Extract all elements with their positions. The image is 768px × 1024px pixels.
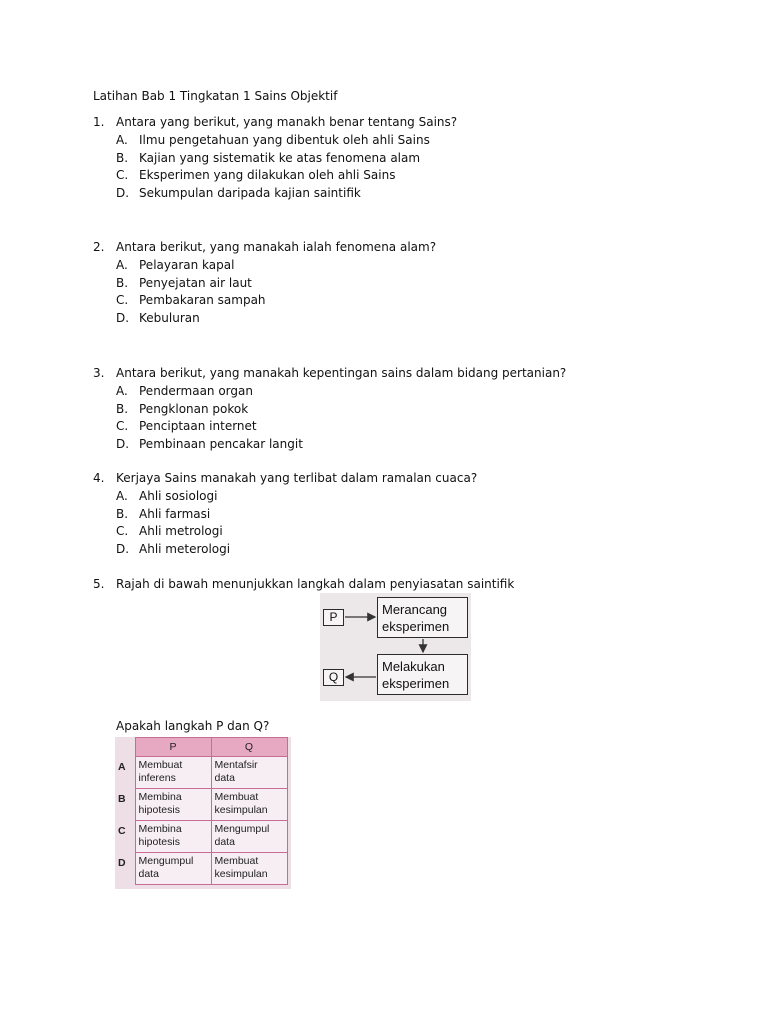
- option-letter: C.: [116, 293, 129, 308]
- cell-p: [135, 757, 211, 789]
- step-label-line: eksperimen: [382, 676, 450, 691]
- step-conduct-experiment-box: [377, 654, 468, 695]
- row-label: B: [118, 792, 126, 805]
- cell-q: [211, 757, 287, 789]
- option-d: [93, 185, 733, 203]
- table-header-row: [115, 738, 287, 757]
- cell-line: inferens: [138, 772, 176, 784]
- question-text: Antara yang berikut, yang manakh benar tentang Sains?: [116, 115, 458, 129]
- option-text: Penyejatan air laut: [139, 275, 252, 290]
- option-letter: A.: [116, 383, 128, 398]
- option-text: Ahli meterologi: [139, 542, 231, 557]
- question-number: 1.: [93, 115, 105, 129]
- option-text: Sekumpulan daripada kajian saintifik: [139, 186, 361, 201]
- question-text: Antara berikut, yang manakah ialah fenomena alam?: [116, 240, 437, 254]
- cell-q: [211, 821, 287, 853]
- option-c: [93, 167, 733, 185]
- option-letter: D.: [116, 437, 130, 452]
- option-text: Eksperimen yang dilakukan oleh ahli Sains: [139, 168, 396, 183]
- answer-table: [115, 737, 288, 885]
- option-letter: C.: [116, 524, 129, 539]
- subquestion-text: Apakah langkah P dan Q?: [116, 719, 270, 733]
- option-text: Pembakaran sampah: [139, 293, 266, 308]
- option-b: [93, 401, 733, 419]
- table-row: [115, 757, 287, 789]
- option-letter: B.: [116, 506, 129, 521]
- table-row: [115, 821, 287, 853]
- cell-line: data: [138, 868, 159, 880]
- option-a: [93, 488, 733, 506]
- option-letter: A.: [116, 132, 128, 147]
- option-letter: C.: [116, 419, 129, 434]
- cell-q: [211, 853, 287, 885]
- step-q-box: Q: [323, 669, 344, 686]
- page-title: Latihan Bab 1 Tingkatan 1 Sains Objektif: [93, 89, 338, 103]
- option-letter: C.: [116, 168, 129, 183]
- option-text: Pembinaan pencakar langit: [139, 437, 303, 452]
- option-a: [93, 383, 733, 401]
- question-number: 2.: [93, 240, 105, 254]
- option-a: [93, 132, 733, 150]
- option-text: Ahli sosiologi: [139, 488, 218, 503]
- option-text: Pengklonan pokok: [139, 401, 249, 416]
- cell-line: Membina: [138, 791, 182, 803]
- question-5: [93, 576, 733, 594]
- option-b: [93, 275, 733, 293]
- option-letter: D.: [116, 186, 130, 201]
- cell-line: Mengumpul: [214, 823, 270, 835]
- cell-q: [211, 789, 287, 821]
- row-label: D: [118, 856, 126, 869]
- cell-line: Membuat: [214, 791, 259, 803]
- cell-line: kesimpulan: [214, 868, 268, 880]
- option-b: [93, 506, 733, 524]
- column-header-p: P: [135, 738, 211, 757]
- row-label: A: [118, 760, 126, 773]
- cell-line: hipotesis: [138, 836, 180, 848]
- cell-p: [135, 789, 211, 821]
- cell-line: Membuat: [138, 759, 183, 771]
- option-a: [93, 257, 733, 275]
- cell-line: Mengumpul: [138, 855, 194, 867]
- option-c: [93, 523, 733, 541]
- question-text: Antara berikut, yang manakah kepentingan sains dalam bidang pertanian?: [116, 366, 567, 380]
- option-text: Penciptaan internet: [139, 419, 257, 434]
- question-2: [93, 239, 733, 328]
- table-row: [115, 853, 287, 885]
- step-design-experiment-box: [377, 597, 468, 638]
- option-letter: B.: [116, 275, 129, 290]
- option-d: [93, 541, 733, 559]
- cell-line: data: [214, 836, 235, 848]
- step-label-line: Merancang: [382, 602, 448, 617]
- cell-line: Mentafsir: [214, 759, 258, 771]
- answer-table-image: [115, 737, 291, 889]
- cell-p: [135, 821, 211, 853]
- row-label: C: [118, 824, 126, 837]
- option-d: [93, 436, 733, 454]
- option-letter: B.: [116, 401, 129, 416]
- step-label-line: Melakukan: [382, 659, 445, 674]
- option-c: [93, 418, 733, 436]
- column-header-q: Q: [211, 738, 287, 757]
- option-letter: A.: [116, 257, 128, 272]
- option-letter: D.: [116, 542, 130, 557]
- cell-p: [135, 853, 211, 885]
- option-text: Ahli farmasi: [139, 506, 211, 521]
- option-text: Pelayaran kapal: [139, 257, 235, 272]
- option-d: [93, 310, 733, 328]
- question-text: Rajah di bawah menunjukkan langkah dalam penyiasatan saintifik: [116, 577, 515, 591]
- option-text: Ahli metrologi: [139, 524, 223, 539]
- question-number: 4.: [93, 471, 105, 485]
- cell-line: Membuat: [214, 855, 259, 867]
- option-b: [93, 150, 733, 168]
- question-1: [93, 114, 733, 203]
- option-letter: A.: [116, 488, 128, 503]
- scientific-steps-diagram: [320, 593, 471, 701]
- option-letter: D.: [116, 311, 130, 326]
- option-c: [93, 292, 733, 310]
- question-4: [93, 470, 733, 559]
- cell-line: Membina: [138, 823, 182, 835]
- step-label-line: eksperimen: [382, 619, 450, 634]
- question-3: [93, 365, 733, 454]
- question-number: 3.: [93, 366, 105, 380]
- option-text: Ilmu pengetahuan yang dibentuk oleh ahli Sains: [139, 132, 430, 147]
- cell-line: hipotesis: [138, 804, 180, 816]
- cell-line: data: [214, 772, 235, 784]
- cell-line: kesimpulan: [214, 804, 268, 816]
- question-text: Kerjaya Sains manakah yang terlibat dalam ramalan cuaca?: [116, 471, 478, 485]
- option-text: Kajian yang sistematik ke atas fenomena alam: [139, 150, 421, 165]
- option-text: Kebuluran: [139, 311, 200, 326]
- question-number: 5.: [93, 577, 105, 591]
- option-text: Pendermaan organ: [139, 383, 253, 398]
- option-letter: B.: [116, 150, 129, 165]
- table-row: [115, 789, 287, 821]
- step-p-box: P: [323, 609, 344, 626]
